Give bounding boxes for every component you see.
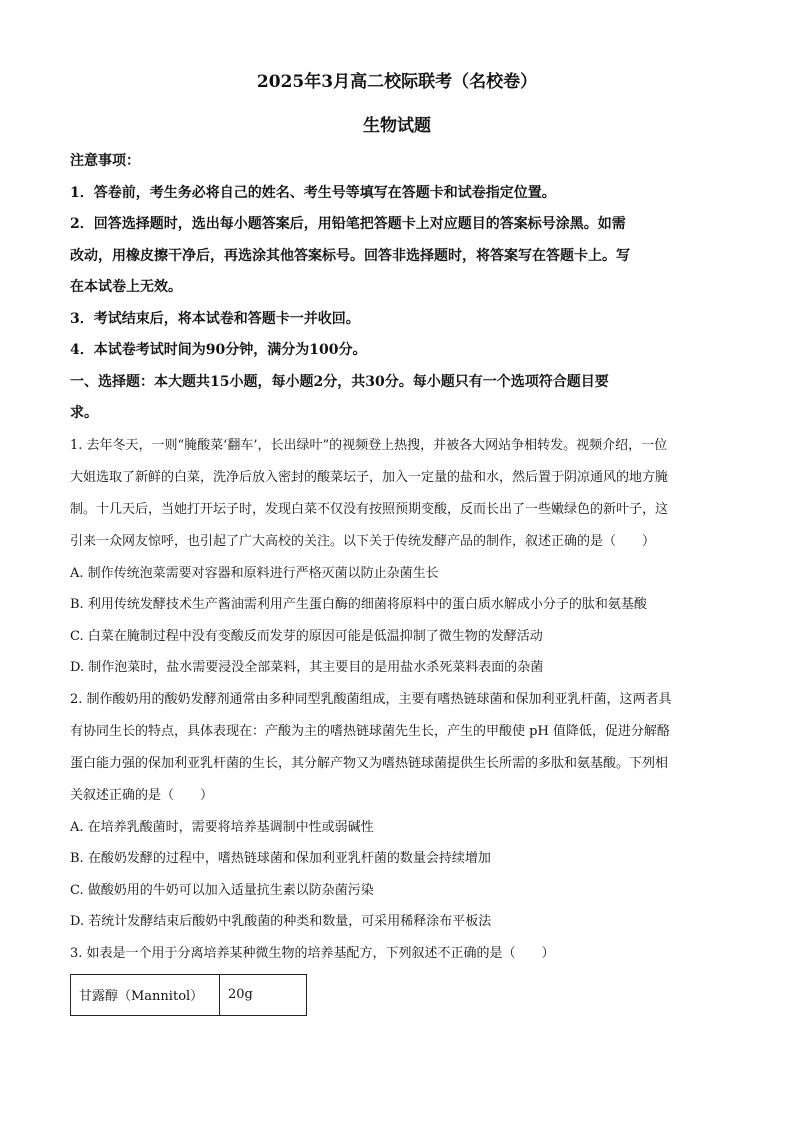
section-heading-line: 求。: [70, 405, 98, 421]
notice-line: 3．考试结束后，将本试卷和答题卡一并收回。: [70, 310, 360, 327]
exam-title: 2025年3月高二校际联考（名校卷）: [256, 72, 538, 92]
option-c: C. 做酸奶用的牛奶可以加入适量抗生素以防杂菌污染: [70, 882, 374, 898]
option-d: D. 制作泡菜时，盐水需要浸没全部菜料，其主要目的是用盐水杀死菜料表面的杂菌: [70, 660, 544, 675]
question-stem-line: 1. 去年冬天，一则“腌酸菜‘翻车’，长出绿叶”的视频登上热搜，并被各大网站争相转发。视频介绍，一位: [70, 437, 668, 453]
notice-section: [70, 146, 724, 367]
question-stem-line: 蛋白能力强的保加利亚乳杆菌的生长，其分解产物又为嗜热链球菌提供生长所需的多肽和氨基酸。下列相: [70, 755, 669, 771]
exam-page: [70, 64, 724, 1016]
question-stem-line: 大姐选取了新鲜的白菜，洗净后放入密封的酸菜坛子，加入一定量的盐和水，然后置于阴凉通风的地方腌: [70, 469, 669, 485]
question-stem-line: 关叙述正确的是（ ）: [70, 787, 214, 803]
question-stem-line: 2. 制作酸奶用的酸奶发酵剂通常由多种同型乳酸菌组成，主要有嗜热链球菌和保加利亚乳杆菌，这两者具: [70, 691, 672, 707]
question-1: [70, 430, 724, 684]
option-c: C. 白菜在腌制过程中没有变酸反而发芽的原因可能是低温抑制了微生物的发酵活动: [70, 628, 543, 644]
medium-recipe-table: [70, 974, 307, 1016]
section-heading: [70, 367, 724, 430]
option-b: B. 利用传统发酵技术生产酱油需利用产生蛋白酶的细菌将原料中的蛋白质水解成小分子的肽和氨基酸: [70, 597, 647, 612]
notice-line: 1．答卷前，考生务必将自己的姓名、考生号等填写在答题卡和试卷指定位置。: [70, 184, 556, 201]
option-a: A. 制作传统泡菜需要对容器和原料进行严格灭菌以防止杂菌生长: [70, 565, 439, 581]
question-stem-line: 有协同生长的特点，具体表现在：产酸为主的嗜热链球菌先生长，产生的甲酸使 pH 值降低，促进分解酪: [70, 723, 670, 739]
table-cell-amount: 20g: [220, 974, 307, 1015]
option-a: A. 在培养乳酸菌时，需要将培养基调制中性或弱碱性: [70, 819, 374, 835]
option-b: B. 在酸奶发酵的过程中，嗜热链球菌和保加利亚乳杆菌的数量会持续增加: [70, 851, 491, 866]
notice-heading: 注意事项：: [70, 153, 140, 169]
notice-line: 2．回答选择题时，选出每小题答案后，用铅笔把答题卡上对应题目的答案标号涂黑。如需: [70, 216, 626, 232]
notice-line: 改动，用橡皮擦干净后，再选涂其他答案标号。回答非选择题时，将答案写在答题卡上。写: [70, 247, 630, 264]
table-cell-ingredient: 甘露醇（Mannitol）: [71, 974, 220, 1015]
table-row: [71, 974, 307, 1015]
exam-subject-title: 生物试题: [363, 116, 431, 136]
question-stem-line: 3. 如表是一个用于分离培养某种微生物的培养基配方，下列叙述不正确的是（ ）: [70, 945, 555, 961]
question-2: [70, 684, 724, 938]
notice-line: 在本试卷上无效。: [70, 279, 182, 295]
notice-line: 4．本试卷考试时间为90分钟，满分为100分。: [70, 342, 367, 358]
section-heading-line: 一、选择题：本大题共15小题，每小题2分，共30分。每小题只有一个选项符合题目要: [70, 373, 609, 390]
question-3: [70, 938, 724, 1016]
option-d: D. 若统计发酵结束后酸奶中乳酸菌的种类和数量，可采用稀释涂布平板法: [70, 914, 492, 929]
question-stem-line: 引来一众网友惊呼，也引起了广大高校的关注。以下关于传统发酵产品的制作，叙述正确的是（ ）: [70, 533, 656, 549]
question-stem-line: 制。十几天后，当她打开坛子时，发现白菜不仅没有按照预期变酸，反而长出了一些嫩绿色的新叶子，这: [70, 501, 669, 517]
